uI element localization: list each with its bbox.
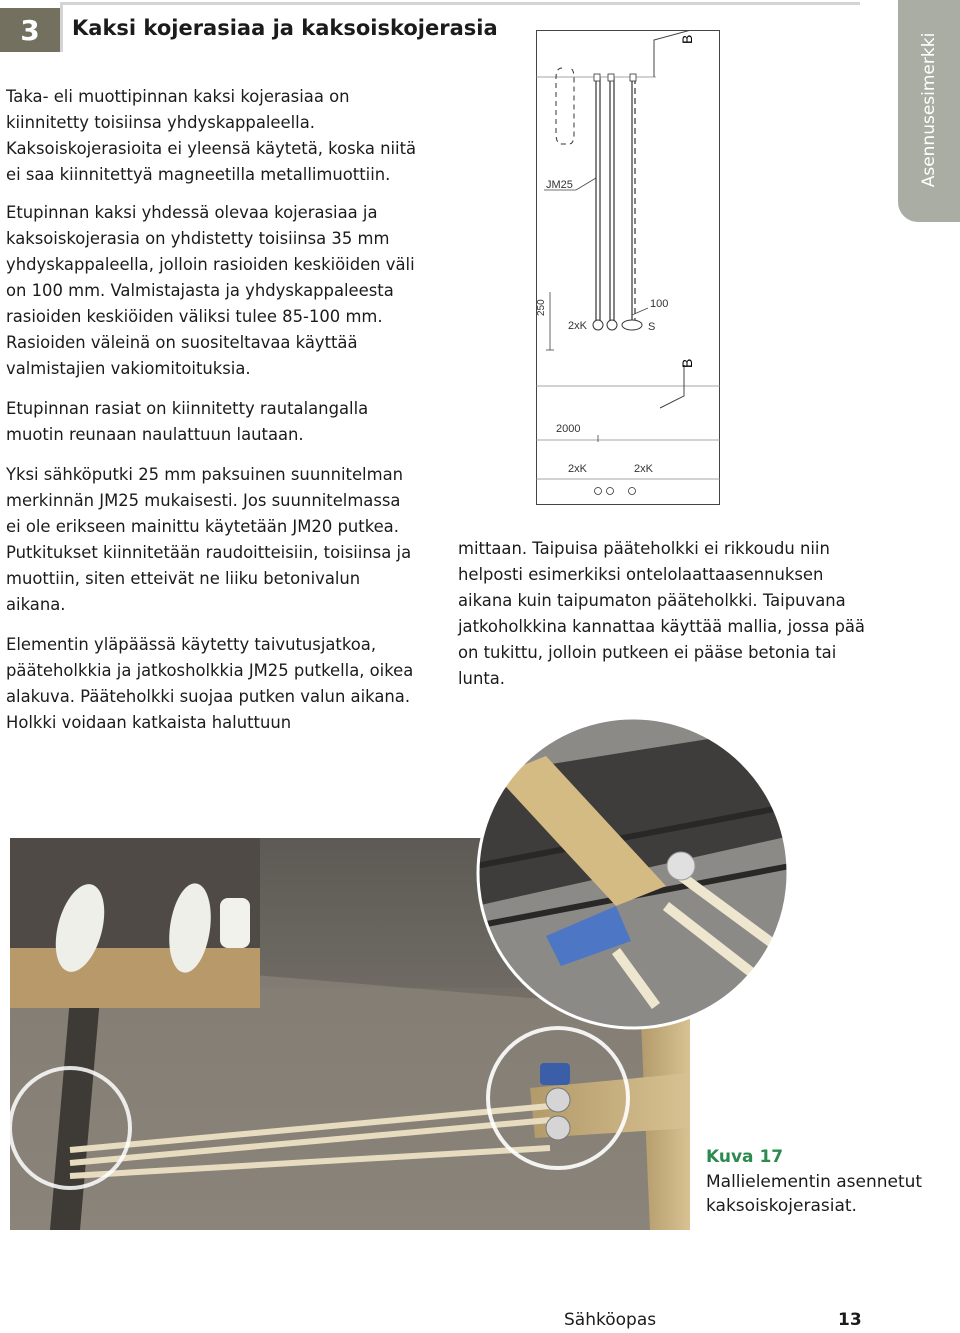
side-tab-label: Asennusesimerkki [919,32,939,188]
paragraph-1: Taka- eli muottipinnan kaksi kojerasiaa on kiinnitetty toisiinsa yhdyskappaleella. Kaksoiskojerasioita ei yleensä käytetä, koska niitä ei saa kiinnitettyä magneetilla metallimuottiin. [6,87,417,184]
diagram-label-2xk-3: 2xK [634,463,653,475]
diagram-label-2000: 2000 [556,423,581,435]
chapter-number: 3 [0,8,60,52]
installation-diagram [536,30,720,505]
diagram-label-b-top: B [679,34,695,44]
paragraph-right: mittaan. Taipuisa pääteholkki ei rikkoudu niin helposti esimerkiksi ontelolaattaasennuksen aikana kuin taipumaton pääteholkki. Taipuvana jatkoholkkina kannattaa käyttää mallia, jossa pää on tukittu, jolloin putkeen ei pääse betonia tai lunta. [458,539,865,688]
caption-text: Mallielementin asennetut kaksoiskojerasiat. [706,1172,923,1216]
paragraph-5: Elementin yläpäässä käytetty taivutusjatkoa, pääteholkkia ja jatkosholkkia JM25 putkella, oikea alakuva. Pääteholkki suojaa putken valun aikana. Holkki voidaan katkaista haluttuun [6,635,414,732]
side-tab [898,0,960,222]
diagram-label-100: 100 [650,298,669,310]
inset-photo-left [10,838,260,1008]
header-rule-vertical [60,2,63,52]
caption-title: Kuva 17 [706,1147,784,1167]
diagram-label-s: S [648,321,656,333]
diagram-label-2xk-2: 2xK [568,463,587,475]
diagram-label-b-bottom: B [679,358,695,368]
header-rule [60,2,860,5]
paragraph-3: Etupinnan rasiat on kiinnitetty rautalangalla muotin reunaan naulattuun lautaan. [6,399,369,444]
page-title: Kaksi kojerasiaa ja kaksoiskojerasia [72,16,498,40]
diagram-label-jm25: JM25 [546,179,573,191]
diagram-label-2xk-1: 2xK [568,320,587,332]
paragraph-4: Yksi sähköputki 25 mm paksuinen suunnitelman merkinnän JM25 mukaisesti. Jos suunnitelmassa ei ole erikseen mainittu käytetään JM20 putkea. Putkitukset kiinnitetään raudoitteisiin, toisiinsa ja muottiin, siten etteivät ne liiku betonivalun aikana. [6,465,412,614]
inset-photo [476,716,790,1030]
footer-label: Sähköopas [564,1310,657,1330]
diagram-label-250: 250 [536,299,547,316]
paragraph-2: Etupinnan kaksi yhdessä olevaa kojerasiaa ja kaksoiskojerasia on yhdistetty toisiinsa 35 mm yhdyskappaleella, jolloin rasioiden keskiöiden väli on 100 mm. Valmistajasta ja yhdyskappaleesta rasioiden keskiöiden väliksi tulee 85-100 mm. Rasioiden väleinä on suositeltavaa käyttää valmistajien vakiomitoituksia. [6,203,415,378]
page-number: 13 [838,1310,862,1330]
